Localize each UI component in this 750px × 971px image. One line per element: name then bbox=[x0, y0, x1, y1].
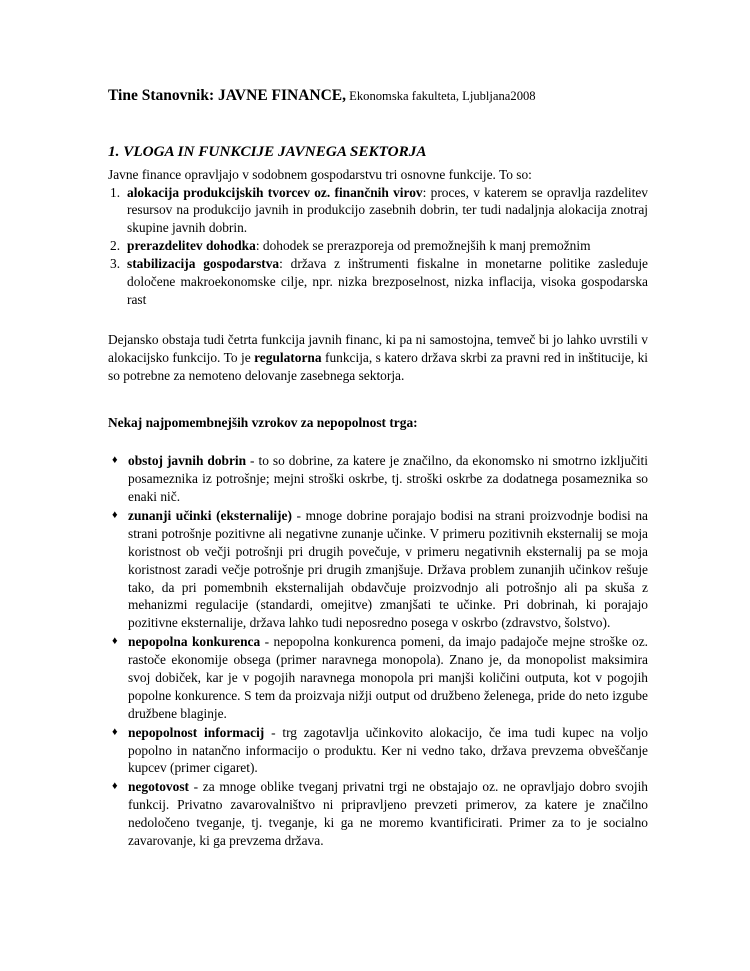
paragraph-text-before: Dejansko obstaja tudi četrta funkcija javnih financ, ki pa ni samostojna, temveč bi jo lahko uvrstili v alokacijsko funkcijo. To je bbox=[108, 331, 648, 365]
list-item-text: - za mnoge oblike tveganj privatni trgi ne obstajajo oz. ne opravljajo dobro svojih funkcij. Privatno zavarovalništvo ni pripravljeno prevzeti primerov, za katere je značilno nedoločeno tveganje, tj. tveganje, ki ga ne moremo kvantificirati. Primer za to je socialno zavarovanje, ki ga prevzema država. bbox=[128, 779, 648, 848]
market-failure-bullet-list bbox=[108, 452, 648, 850]
list-marker: 3. bbox=[110, 256, 121, 272]
diamond-bullet-icon: ♦ bbox=[112, 725, 118, 738]
list-item-term: nepopolnost informacij bbox=[128, 724, 265, 740]
list-marker: 2. bbox=[110, 238, 121, 254]
document-body bbox=[108, 0, 648, 851]
list-item bbox=[108, 237, 648, 255]
diamond-bullet-icon: ♦ bbox=[112, 454, 118, 467]
list-item bbox=[108, 633, 648, 722]
paragraph-emphasis: regulatorna bbox=[254, 349, 322, 365]
list-item-term: zunanji učinki (eksternalije) bbox=[128, 507, 292, 523]
list-item-term: obstoj javnih dobrin bbox=[128, 453, 247, 469]
list-item-text: - to so dobrine, za katere je značilno, da ekonomsko ni smotrno izključiti posameznika iz potrošnje; mejni stroški oskrbe, tj. stroški oskrbe za dodatnega posameznika so enaki nič. bbox=[128, 453, 648, 505]
list-item bbox=[108, 452, 648, 506]
diamond-bullet-icon: ♦ bbox=[112, 508, 118, 521]
list-item-term: negotovost bbox=[128, 779, 189, 795]
list-item-text: - nepopolna konkurenca pomeni, da imajo padajoče mejne stroške oz. rastoče ekonomije obsega (primer naravnega monopola). Znano je, da monopolist maksimira svoj dobiček, kar je v pogojih naravnega monopola pri manjši količini outputa, kot v pogojih popolne konkurence. S tem da proizvaja nižji output od družbeno želenega, pride do neto izgube družbene blaginje. bbox=[128, 634, 648, 721]
fourth-function-paragraph bbox=[108, 331, 648, 385]
list-item-text: : proces, v katerem se opravlja razdelitev resursov na produkcijo javnih in produkcijo zasebnih dobrin, ter tudi nadaljnja alokacija znotraj skupine javnih dobrin. bbox=[127, 184, 648, 236]
diamond-bullet-icon: ♦ bbox=[112, 780, 118, 793]
list-item-term: nepopolna konkurenca bbox=[128, 634, 261, 650]
list-marker: 1. bbox=[110, 184, 121, 200]
list-item-term: stabilizacija gospodarstva bbox=[127, 256, 280, 272]
document-header bbox=[108, 86, 648, 105]
list-item bbox=[108, 724, 648, 778]
section-lead-paragraph: Javne finance opravljajo v sodobnem gospodarstvu tri osnovne funkcije. To so: bbox=[108, 166, 532, 182]
paragraph-text-after: funkcija, s katero država skrbi za pravni red in inštitucije, ki so potrebne za nemoteno delovanje zasebnega sektorja. bbox=[108, 349, 648, 383]
diamond-bullet-icon: ♦ bbox=[112, 635, 118, 648]
list-item-text: - mnoge dobrine porajajo bodisi na strani proizvodnje bodisi na strani potrošnje pozitivne ali negativne zunanje učinke. V primeru pozitivnih eksternalij se moja koristnost ob večji potrošnji pri drugih povečuje, v primeru negativnih eksternalij pa se moja koristnost zaradi večje potrošnje pri drugih zmanjšuje. Država problem zunanjih učinkov rešuje tako, da pri pomembnih eksternalijah obdavčuje proizvodnjo ali potrošnjo ali pa skuša z mehanizmi regulacije (standardi, omejitve) zmanjšati te učinke. Pri dobrinah, ki porajajo pozitivne eksternalije, država lahko tudi neposredno posega v oskrbo (zdravstvo, šolstvo). bbox=[128, 507, 649, 631]
list-item-text: : dohodek se prerazporeja od premožnejših k manj premožnim bbox=[255, 238, 591, 254]
section-heading: 1. VLOGA IN FUNKCIJE JAVNEGA SEKTORJA bbox=[108, 143, 427, 161]
list-item-text: - trg zagotavlja učinkovito alokacijo, če ima tudi kupec na voljo popolno in natančno informacijo o produktu. Ker ni vedno tako, država prevzema obveščanje kupcev (primer cigaret). bbox=[128, 724, 648, 776]
document-title: JAVNE FINANCE, bbox=[217, 87, 347, 104]
list-item-term: prerazdelitev dohodka bbox=[127, 238, 256, 254]
list-item-text: : država z inštrumenti fiskalne in monetarne politike zasleduje določene makroekonomske cilje, npr. nizka brezposelnost, nizka inflacija, visoka gospodarska rast bbox=[127, 256, 648, 307]
functions-numbered-list bbox=[108, 184, 648, 309]
list-item bbox=[108, 184, 648, 238]
list-item bbox=[108, 255, 648, 309]
market-failure-heading: Nekaj najpomembnejših vzrokov za nepopolnost trga: bbox=[108, 415, 418, 431]
list-item bbox=[108, 778, 648, 850]
document-affiliation: Ekonomska fakulteta, Ljubljana2008 bbox=[346, 89, 536, 103]
list-item bbox=[108, 507, 648, 632]
list-item-term: alokacija produkcijskih tvorcev oz. finančnih virov bbox=[127, 184, 423, 200]
document-author: Tine Stanovnik: bbox=[108, 87, 218, 104]
